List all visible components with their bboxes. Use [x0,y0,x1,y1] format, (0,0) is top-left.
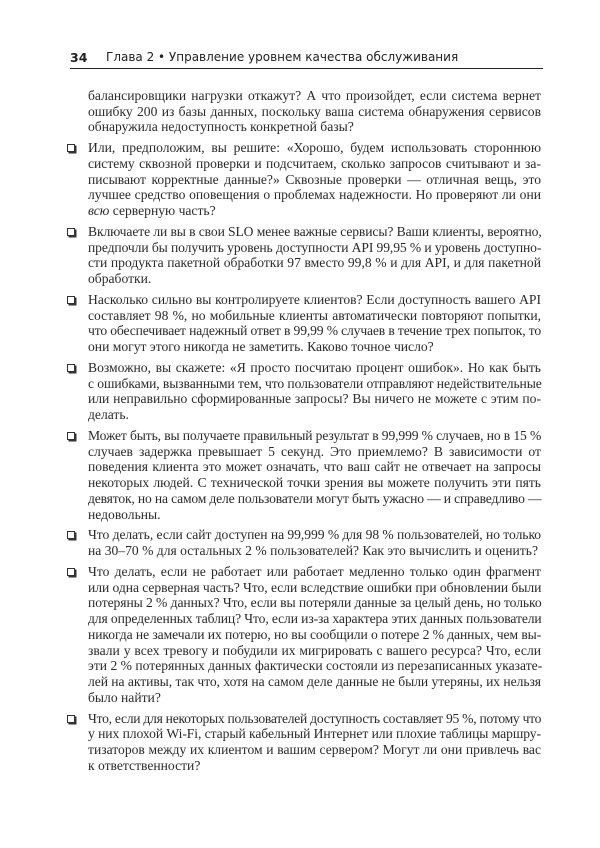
text-line: Включаете ли вы в свои SLO менее важные сервисы? Ваши клиенты, вероятно, [88,224,542,239]
text-line: никогда не замечали их потерю, но вы сообщили о потере 2 % данных, чем вы- [88,626,542,642]
text-line: с ошибками, вызванными тем, что пользователи отправляют недействительные [88,375,542,391]
text-line: Может быть, вы получаете правильный результат в 99,999 % случаев, но в 15 % [88,428,542,443]
text-line: для определенных таблиц? Что, если из-за характера этих данных пользователи [88,611,542,627]
text-line: предпочли бы получить уровень доступности API 99,95 % и уровень доступно- [88,239,542,255]
emphasis-text: всю [88,203,110,219]
list-item [88,140,541,219]
checkbox-bullet-icon [67,228,75,236]
text-line: эти 2 % потерянных данных фактически состояли из перезаписанных указате- [88,658,543,674]
text-line: лучшее средство оповещения о проблемах надежности. Но проверяют ли они [88,187,541,203]
text-line [88,203,541,219]
text-line: потеряны 2 % данных? Что, если вы потеряли данные за целый день, но только [88,595,542,611]
header-rule [70,68,543,69]
text-line: к ответственности? [88,757,201,773]
checkbox-bullet-icon [67,715,75,723]
text-line: ошибку 200 из базы данных, поскольку ваша система обнаружения сервисов [88,103,541,119]
text-line: недовольны. [88,506,161,522]
running-header [70,48,543,68]
text-line: Возможно, вы скажете: «Я просто посчитаю процент ошибок». Но как быть [88,360,541,375]
list-item [88,292,541,355]
text-line: поведения клиента это может означать, что ваш сайт не отвечает на запросы [88,459,541,475]
text-line: лей на активы, так что, хотя на самом деле данные не были утеряны, их нельзя [88,673,541,689]
text-line: случаев задержка превышает 5 секунд. Это приемлемо? В зависимости от [88,443,541,459]
text-line: некоторых людей. С технической точки зрения вы можете получить эти пять [88,475,541,491]
text-line: что обеспечивает надежный ответ в 99,99 % случаев в течение трех попыток, то [88,323,541,339]
list-item [88,564,541,705]
bullet-list [88,140,541,773]
text-line: или неправильно сформированные запросы? Вы ничего не можете с этим по- [88,391,541,407]
text-line: Что, если для некоторых пользователей доступность составляет 95 %, потому что [88,710,542,726]
text-line: Насколько сильно вы контролируете клиентов? Если доступность вашего API [88,292,541,307]
checkbox-bullet-icon [67,432,75,440]
text-line: систему сквозной проверки и подсчитаем, сколько запросов считывают и за- [88,156,541,171]
text-run: серверную часть? [109,203,216,219]
text-line: Что делать, если не работает или работает медленно только один фрагмент [88,564,541,579]
text-line: писывают корректные данные?» Сквозные проверки — отличная вещь, это [88,171,541,187]
text-line: сти продукта пакетной обработки 97 вместо 99,8 % и для API, и для пакетной [88,255,541,271]
checkbox-bullet-icon [67,568,75,576]
checkbox-bullet-icon [67,364,75,372]
list-item [88,527,541,558]
text-line: девяток, но на самом деле пользователи могут быть ужасно — и справедливо — [88,490,542,506]
text-line: составляет 98 %, но мобильные клиенты автоматически повторяют попытки, [88,307,541,323]
text-line: или одна серверная часть? Что, если вследствие ошибки при обновлении были [88,579,542,595]
chapter-title: Глава 2 • Управление уровнем качества обслуживания [106,50,459,64]
checkbox-bullet-icon [67,296,75,304]
text-line: они могут этого никогда не заметить. Каково точное число? [88,339,434,355]
text-line: обнаружила недоступность конкретной базы? [88,119,354,135]
page-body [88,88,541,779]
list-item [88,360,541,423]
text-line: Что делать, если сайт доступен на 99,999 % для 98 % пользователей, но только [88,527,542,543]
text-line: балансировщики нагрузки откажут? А что произойдет, если система вернет [88,88,541,103]
text-line: тизаторов между их клиентом и вашим сервером? Могут ли они привлечь вас [88,741,541,757]
text-line: звали у всех тревогу и побудили их мигрировать с вашего ресурса? Что, если [88,642,541,658]
text-line: Или, предположим, вы решите: «Хорошо, будем использовать стороннюю [88,140,541,156]
checkbox-bullet-icon [67,144,75,152]
list-item [88,711,541,774]
text-line: на 30–70 % для остальных 2 % пользователей? Как это вычислить и оценить? [88,543,538,559]
checkbox-bullet-icon [67,531,75,539]
intro-paragraph [88,88,541,135]
text-line: делать. [88,407,129,423]
text-line: было найти? [88,689,161,705]
list-item [88,428,541,522]
text-line: обработки. [88,271,152,287]
text-line: у них плохой Wi-Fi, старый кабельный Интернет или плохие таблицы маршру- [88,726,541,742]
list-item [88,224,541,287]
page-number: 34 [70,50,88,65]
